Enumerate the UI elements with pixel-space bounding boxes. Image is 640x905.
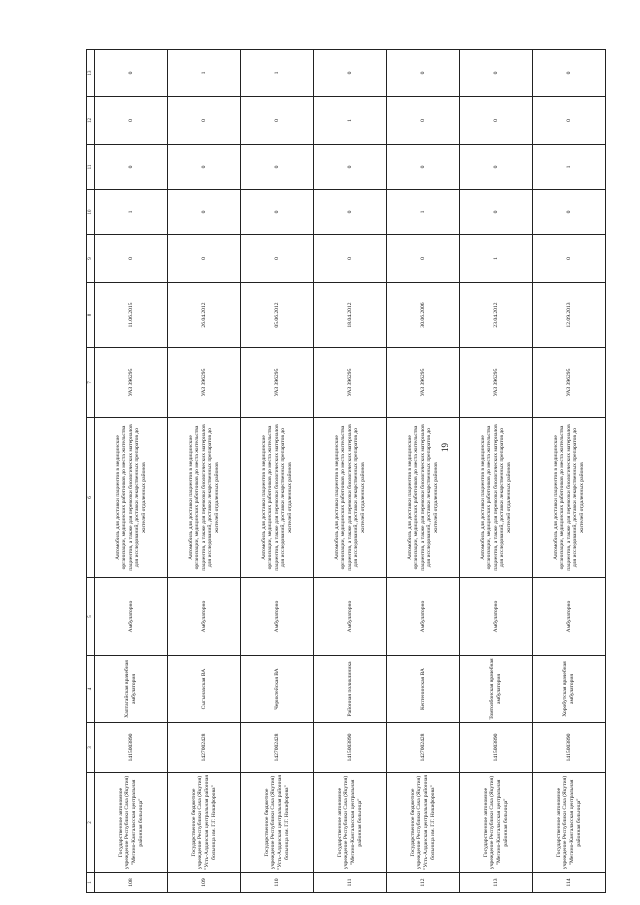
- value-cell: 0: [460, 145, 533, 190]
- col-header: 10: [87, 190, 95, 235]
- organization-code: 1427002428: [387, 723, 460, 773]
- value-cell: 0: [460, 50, 533, 97]
- vehicle-purpose: Автомобиль для доставки пациентов в медицинские организации, медицинских работников до места жительства пациентов, а также для перевозки биологических материалов для исследований, доставки лекарственных препаратов до жителей отдаленных районов: [241, 418, 314, 578]
- value-cell: 0: [95, 50, 168, 97]
- care-type: Амбулаторно: [95, 578, 168, 656]
- value-cell: 0: [241, 145, 314, 190]
- value-cell: 0: [460, 97, 533, 145]
- value-cell: 0: [314, 50, 387, 97]
- vehicle-model: УАЗ 396295: [533, 348, 606, 418]
- row-number: 110: [241, 873, 314, 893]
- organization-code: 1427002428: [241, 723, 314, 773]
- col-header: 11: [87, 145, 95, 190]
- col-header: 7: [87, 348, 95, 418]
- col-header: 12: [87, 97, 95, 145]
- value-cell: 0: [241, 190, 314, 235]
- organization-name: Государственное бюджетное учреждение Республики Саха (Якутия) "Усть-Алданская центральная районная больница им. Г.Г. Никифорова": [241, 773, 314, 873]
- value-cell: 0: [168, 97, 241, 145]
- value-cell: 0: [533, 190, 606, 235]
- organization-name: Государственное автономное учреждение Республики Саха (Якутия) "Мегино-Кангаласская центральная районная больница": [460, 773, 533, 873]
- col-header: 8: [87, 283, 95, 348]
- registration-date: 23.04.2012: [460, 283, 533, 348]
- table-row: [314, 50, 387, 893]
- vehicle-model: УАЗ 396295: [314, 348, 387, 418]
- registration-date: 12.09.2013: [533, 283, 606, 348]
- value-cell: 0: [95, 145, 168, 190]
- row-number: 109: [168, 873, 241, 893]
- col-header: 5: [87, 578, 95, 656]
- vehicle-purpose: Автомобиль для доставки пациентов в медицинские организации, медицинских работников до места жительства пациентов, а также для перевозки биологических материалов для исследований, доставки лекарственных препаратов до жителей отдаленных районов: [533, 418, 606, 578]
- value-cell: 0: [241, 235, 314, 283]
- organization-name: Государственное автономное учреждение Республики Саха (Якутия) "Мегино-Кангаласская центральная районная больница": [95, 773, 168, 873]
- organization-code: 1415003890: [95, 723, 168, 773]
- value-cell: 1: [95, 190, 168, 235]
- registration-date: 30.06.2006: [387, 283, 460, 348]
- col-header: 9: [87, 235, 95, 283]
- vehicle-purpose: Автомобиль для доставки пациентов в медицинские организации, медицинских работников до места жительства пациентов, а также для перевозки биологических материалов для исследований, доставки лекарственных препаратов до жителей отдаленных районов: [387, 418, 460, 578]
- value-cell: 0: [95, 235, 168, 283]
- registration-date: 26.04.2012: [168, 283, 241, 348]
- organization-name: Государственное бюджетное учреждение Республики Саха (Якутия) "Усть-Алданская центральная районная больница им. Г.Г. Никифорова": [168, 773, 241, 873]
- care-type: Амбулаторно: [533, 578, 606, 656]
- vehicle-purpose: Автомобиль для доставки пациентов в медицинские организации, медицинских работников до места жительства пациентов, а также для перевозки биологических материалов для исследований, доставки лекарственных препаратов до жителей отдаленных районов: [460, 418, 533, 578]
- col-header: 4: [87, 656, 95, 723]
- unit-name: Сыгынахская ВА: [168, 656, 241, 723]
- value-cell: 0: [387, 50, 460, 97]
- value-cell: 0: [460, 190, 533, 235]
- row-number: 113: [460, 873, 533, 893]
- table-row: [460, 50, 533, 893]
- value-cell: 0: [168, 190, 241, 235]
- care-type: Амбулаторно: [460, 578, 533, 656]
- vehicle-model: УАЗ 396295: [387, 348, 460, 418]
- value-cell: 0: [533, 50, 606, 97]
- row-number: 112: [387, 873, 460, 893]
- value-cell: 0: [387, 145, 460, 190]
- vehicle-model: УАЗ 396295: [168, 348, 241, 418]
- table-row: [241, 50, 314, 893]
- organization-code: 1415003890: [314, 723, 387, 773]
- value-cell: 1: [460, 235, 533, 283]
- value-cell: 0: [168, 235, 241, 283]
- unit-name: Хаптагайская врачебная амбулатория: [95, 656, 168, 723]
- registration-date: 11.06.2015: [95, 283, 168, 348]
- organization-code: 1427002428: [168, 723, 241, 773]
- unit-name: Чериктейская ВА: [241, 656, 314, 723]
- unit-name: Кептенинская ВА: [387, 656, 460, 723]
- organization-name: Государственное автономное учреждение Республики Саха (Якутия) "Мегино-Кангаласская центральная районная больница": [314, 773, 387, 873]
- col-header: 3: [87, 723, 95, 773]
- vehicle-purpose: Автомобиль для доставки пациентов в медицинские организации, медицинских работников до места жительства пациентов, а также для перевозки биологических материалов для исследований, доставки лекарственных препаратов до жителей отдаленных районов: [95, 418, 168, 578]
- page-number: 19: [440, 443, 450, 452]
- value-cell: 0: [314, 235, 387, 283]
- organization-code: 1415003890: [533, 723, 606, 773]
- vehicle-model: УАЗ 396295: [95, 348, 168, 418]
- value-cell: 0: [314, 145, 387, 190]
- value-cell: 1: [168, 50, 241, 97]
- row-number: 114: [533, 873, 606, 893]
- row-number: 111: [314, 873, 387, 893]
- organization-code: 1415003890: [460, 723, 533, 773]
- value-cell: 0: [168, 145, 241, 190]
- value-cell: 0: [533, 235, 606, 283]
- column-number-row: [87, 50, 95, 893]
- value-cell: 0: [314, 190, 387, 235]
- registration-date: 05.06.2012: [241, 283, 314, 348]
- unit-name: Томтолбонская врачебная амбулатория: [460, 656, 533, 723]
- unit-name: Районная поликлиника: [314, 656, 387, 723]
- vehicle-table: [86, 49, 606, 893]
- vehicle-model: УАЗ 396295: [460, 348, 533, 418]
- care-type: Амбулаторно: [241, 578, 314, 656]
- value-cell: 1: [241, 50, 314, 97]
- unit-name: Хоробутская врачебная амбулатория: [533, 656, 606, 723]
- care-type: Амбулаторно: [387, 578, 460, 656]
- table-row: [95, 50, 168, 893]
- table-row: [533, 50, 606, 893]
- col-header: 2: [87, 773, 95, 873]
- col-header: 1: [87, 873, 95, 893]
- registration-date: 18.04.2012: [314, 283, 387, 348]
- value-cell: 0: [387, 97, 460, 145]
- organization-name: Государственное автономное учреждение Республики Саха (Якутия) "Мегино-Кангаласская центральная районная больница": [533, 773, 606, 873]
- col-header: 6: [87, 418, 95, 578]
- value-cell: 1: [314, 97, 387, 145]
- value-cell: 0: [533, 97, 606, 145]
- table-row: [387, 50, 460, 893]
- vehicle-model: УАЗ 396295: [241, 348, 314, 418]
- organization-name: Государственное бюджетное учреждение Республики Саха (Якутия) "Усть-Алданская центральная районная больница им. Г.Г. Никифорова": [387, 773, 460, 873]
- care-type: Амбулаторно: [168, 578, 241, 656]
- vehicle-purpose: Автомобиль для доставки пациентов в медицинские организации, медицинских работников до места жительства пациентов, а также для перевозки биологических материалов для исследований, доставки лекарственных препаратов до жителей отдаленных районов: [314, 418, 387, 578]
- row-number: 108: [95, 873, 168, 893]
- col-header: 13: [87, 50, 95, 97]
- value-cell: 1: [387, 190, 460, 235]
- care-type: Амбулаторно: [314, 578, 387, 656]
- value-cell: 0: [95, 97, 168, 145]
- value-cell: 0: [387, 235, 460, 283]
- value-cell: 1: [533, 145, 606, 190]
- value-cell: 0: [241, 97, 314, 145]
- rotated-table-container: [86, 50, 608, 893]
- table-row: [168, 50, 241, 893]
- vehicle-purpose: Автомобиль для доставки пациентов в медицинские организации, медицинских работников до места жительства пациентов, а также для перевозки биологических материалов для исследований, доставки лекарственных препаратов до жителей отдаленных районов: [168, 418, 241, 578]
